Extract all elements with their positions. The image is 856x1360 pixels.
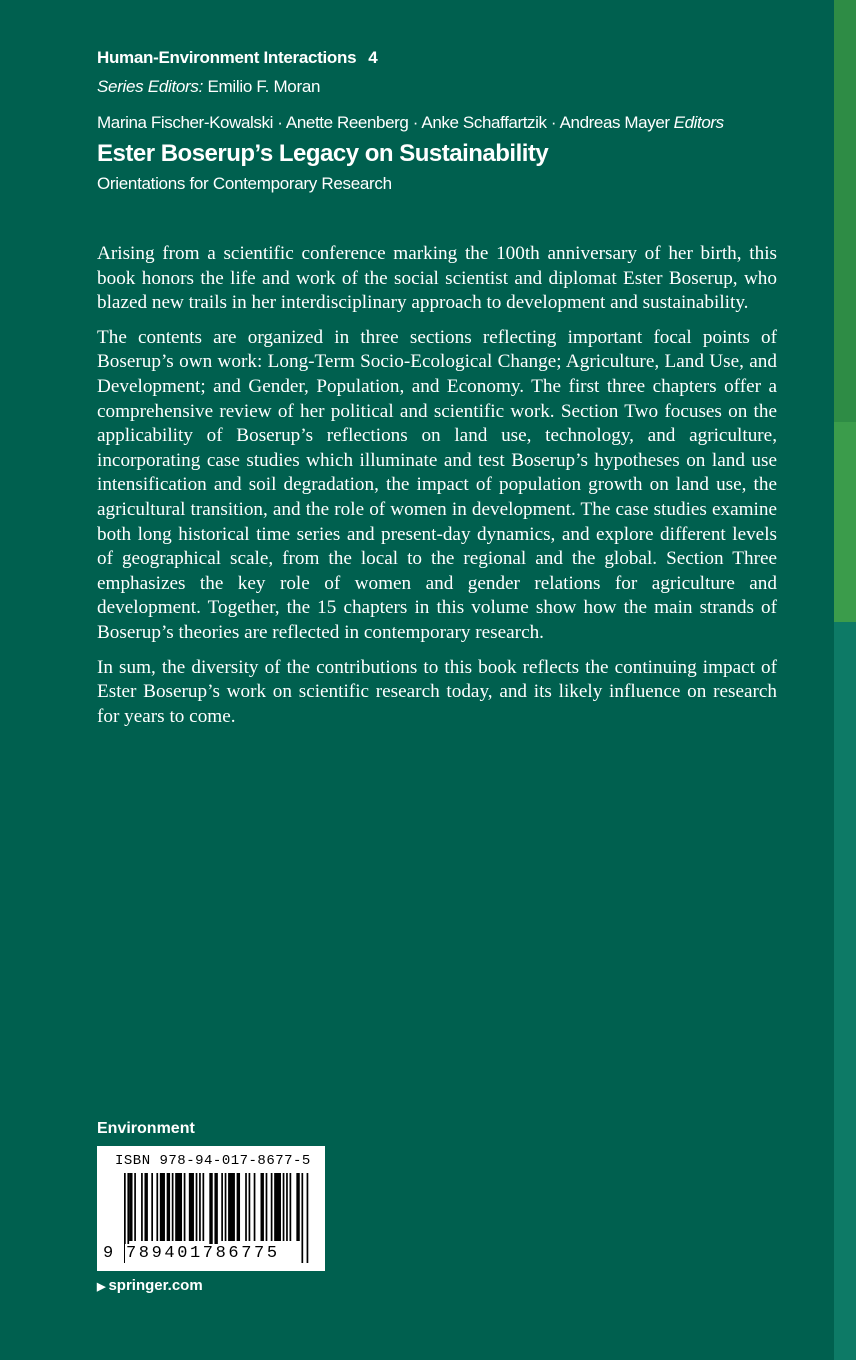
- barcode-bar: [237, 1173, 240, 1241]
- barcode-bar: [156, 1173, 158, 1241]
- barcode-bar: [225, 1173, 227, 1241]
- barcode-bar: [129, 1173, 132, 1241]
- barcode-bar: [296, 1173, 299, 1241]
- subject-category: Environment: [97, 1120, 195, 1137]
- barcode-bar: [286, 1173, 288, 1241]
- spine-strip-bottom: [834, 622, 856, 1360]
- book-subtitle: Orientations for Contemporary Research: [97, 174, 392, 193]
- barcode-bar: [283, 1173, 285, 1241]
- barcode-bar: [266, 1173, 268, 1241]
- blurb-paragraph-2: The contents are organized in three sections reflecting important focal points of Boserup’s own work: Long-Term Socio-Ecological Change; Agriculture, Land Use, and Development; and Gender, Population, and Economy. The first three chapters offer a comprehensive review of her political and scientific work. Section Two focuses on the applicability of Boserup’s reflections on land use, technology, and agriculture, incorporating case studies which illuminate and test Boserup’s hypotheses on land use intensification and soil degradation, the impact of population growth on land use, the agricultural transition, and the role of women in development. The case studies examine both long historical time series and present-day dynamics, and explore different levels of geographical scale, from the local to the regional and the global. Section Three emphasizes the key role of women and gender relations for agriculture and development. Together, the 15 chapters in this volume show how the main strands of Boserup’s theories are reflected in contemporary research.: [97, 326, 777, 643]
- barcode-bar: [274, 1173, 281, 1241]
- barcode-bar: [151, 1173, 153, 1241]
- website-text: springer.com: [108, 1277, 203, 1294]
- series-editors-names: Emilio F. Moran: [207, 77, 321, 96]
- barcode-bar: [245, 1173, 247, 1241]
- barcode-bar: [199, 1173, 201, 1241]
- triangle-arrow-icon: ▶: [97, 1281, 106, 1293]
- series-name: Human-Environment Interactions: [97, 48, 357, 67]
- barcode-bar: [202, 1173, 204, 1241]
- barcode-bar: [172, 1173, 174, 1241]
- barcode-bar: [301, 1173, 303, 1263]
- blurb: [97, 242, 777, 739]
- series-volume: 4: [368, 48, 378, 67]
- barcode-bar: [196, 1173, 198, 1241]
- barcode-bar: [221, 1173, 223, 1241]
- barcode-bar: [261, 1173, 264, 1241]
- book-title: Ester Boserup’s Legacy on Sustainability: [97, 140, 549, 167]
- blurb-paragraph-3: In sum, the diversity of the contributions to this book reflects the continuing impact of Ester Boserup’s work on scientific research today, and its likely influence on research for years to come.: [97, 656, 777, 727]
- barcode-bar: [271, 1173, 273, 1241]
- book-editors-names: Marina Fischer-Kowalski · Anette Reenberg · Anke Schaffartzik · Andreas Mayer: [97, 113, 670, 132]
- blurb-paragraph-1: Arising from a scientific conference marking the 100th anniversary of her birth, this book honors the life and work of the social scientist and diplomat Ester Boserup, who blazed new trails in her interdisciplinary approach to development and sustainability.: [97, 243, 777, 314]
- book-editors: [97, 113, 724, 133]
- spine-strip-top: [834, 0, 856, 422]
- spine-color-strip: [834, 0, 856, 1360]
- barcode-bar: [228, 1173, 235, 1241]
- barcode-bar: [290, 1173, 292, 1241]
- barcode-bar: [175, 1173, 182, 1241]
- barcode-bar: [189, 1173, 194, 1241]
- website-link[interactable]: [97, 1277, 203, 1294]
- isbn-label: ISBN 978-94-017-8677-5: [115, 1153, 311, 1169]
- book-editors-label: Editors: [673, 113, 724, 132]
- barcode-bar: [144, 1173, 147, 1241]
- barcode-bar: [184, 1173, 186, 1241]
- spine-strip-middle: [834, 422, 856, 622]
- barcode-bar: [307, 1173, 309, 1263]
- barcode-bar: [167, 1173, 170, 1241]
- barcode-digits-rest: 789401786775: [126, 1244, 280, 1263]
- isbn-barcode: [97, 1146, 325, 1271]
- barcode-bar: [160, 1173, 165, 1241]
- barcode-bar: [134, 1173, 136, 1241]
- barcode-digit-first: 9: [103, 1244, 116, 1263]
- series-title: [97, 48, 377, 68]
- series-editors-label: Series Editors:: [97, 77, 204, 96]
- barcode-bar: [141, 1173, 143, 1241]
- barcode-bar: [254, 1173, 256, 1241]
- series-editors: [97, 77, 320, 97]
- barcode-bar: [249, 1173, 251, 1241]
